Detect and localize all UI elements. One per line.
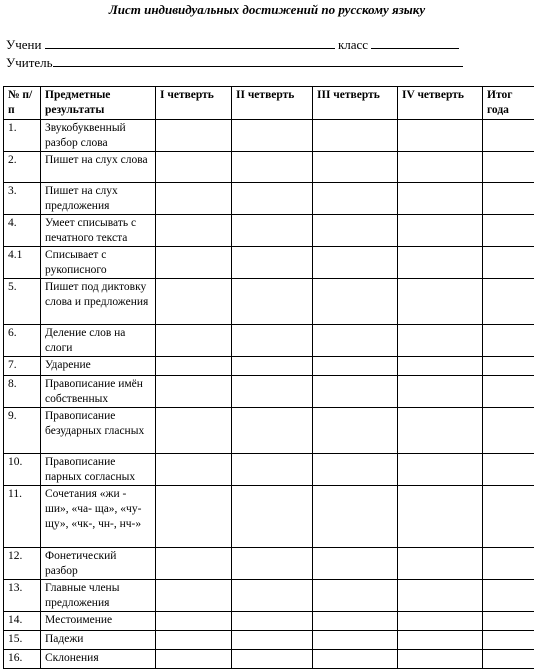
row-number: 11. <box>4 486 41 548</box>
cell-q1[interactable] <box>156 408 232 454</box>
page-title: Лист индивидуальных достижений по русскому языку <box>0 2 534 18</box>
table-row <box>4 120 534 152</box>
class-label: класс <box>338 37 368 52</box>
row-result: Умеет списывать с печатного текста <box>41 215 156 247</box>
cell-q1[interactable] <box>156 120 232 152</box>
cell-q4[interactable] <box>398 454 483 486</box>
cell-q4[interactable] <box>398 279 483 325</box>
cell-q3[interactable] <box>313 486 398 548</box>
cell-q2[interactable] <box>232 215 313 247</box>
row-number: 10. <box>4 454 41 486</box>
cell-q3[interactable] <box>313 631 398 650</box>
row-result: Списывает с рукописного <box>41 247 156 279</box>
student-label: Учени <box>6 37 41 52</box>
cell-q3[interactable] <box>313 357 398 376</box>
cell-q2[interactable] <box>232 548 313 580</box>
row-result: Фонетический разбор <box>41 548 156 580</box>
cell-q3[interactable] <box>313 279 398 325</box>
cell-year[interactable] <box>483 215 534 247</box>
cell-year[interactable] <box>483 376 534 408</box>
cell-year[interactable] <box>483 408 534 454</box>
cell-q2[interactable] <box>232 631 313 650</box>
cell-year[interactable] <box>483 486 534 548</box>
cell-q4[interactable] <box>398 548 483 580</box>
row-result: Местоимение <box>41 612 156 631</box>
header-q2: II четверть <box>232 87 313 120</box>
row-number: 12. <box>4 548 41 580</box>
teacher-field-row <box>6 54 463 71</box>
row-result: Ударение <box>41 357 156 376</box>
table-row <box>4 631 534 650</box>
cell-q1[interactable] <box>156 183 232 215</box>
cell-q3[interactable] <box>313 548 398 580</box>
header-q3: III четверть <box>313 87 398 120</box>
cell-year[interactable] <box>483 650 534 669</box>
table-row <box>4 357 534 376</box>
table-header-row <box>4 87 534 120</box>
cell-q2[interactable] <box>232 183 313 215</box>
cell-q2[interactable] <box>232 454 313 486</box>
cell-year[interactable] <box>483 279 534 325</box>
header-q4: IV четверть <box>398 87 483 120</box>
row-number: 15. <box>4 631 41 650</box>
cell-q4[interactable] <box>398 215 483 247</box>
table-row <box>4 486 534 548</box>
table-row <box>4 376 534 408</box>
cell-q1[interactable] <box>156 325 232 357</box>
cell-q3[interactable] <box>313 454 398 486</box>
table-row <box>4 408 534 454</box>
row-number: 5. <box>4 279 41 325</box>
cell-q4[interactable] <box>398 580 483 612</box>
table-row <box>4 325 534 357</box>
row-result: Пишет под диктовку слова и предложения <box>41 279 156 325</box>
cell-q1[interactable] <box>156 152 232 183</box>
cell-year[interactable] <box>483 631 534 650</box>
cell-q3[interactable] <box>313 152 398 183</box>
cell-q4[interactable] <box>398 631 483 650</box>
cell-q1[interactable] <box>156 215 232 247</box>
cell-year[interactable] <box>483 152 534 183</box>
cell-q2[interactable] <box>232 279 313 325</box>
cell-q3[interactable] <box>313 183 398 215</box>
cell-q1[interactable] <box>156 357 232 376</box>
row-number: 3. <box>4 183 41 215</box>
row-number: 6. <box>4 325 41 357</box>
cell-q4[interactable] <box>398 183 483 215</box>
row-result: Правописание имён собственных <box>41 376 156 408</box>
row-number: 8. <box>4 376 41 408</box>
cell-q3[interactable] <box>313 376 398 408</box>
cell-q3[interactable] <box>313 612 398 631</box>
cell-q2[interactable] <box>232 152 313 183</box>
cell-q4[interactable] <box>398 120 483 152</box>
cell-q1[interactable] <box>156 454 232 486</box>
row-number: 4.1 <box>4 247 41 279</box>
cell-q2[interactable] <box>232 486 313 548</box>
cell-q3[interactable] <box>313 120 398 152</box>
student-field-row <box>6 36 459 53</box>
cell-q4[interactable] <box>398 650 483 669</box>
cell-year[interactable] <box>483 548 534 580</box>
table-row <box>4 152 534 183</box>
cell-q1[interactable] <box>156 486 232 548</box>
row-number: 1. <box>4 120 41 152</box>
cell-year[interactable] <box>483 120 534 152</box>
achievements-table <box>3 86 534 669</box>
cell-q4[interactable] <box>398 486 483 548</box>
row-number: 4. <box>4 215 41 247</box>
row-number: 16. <box>4 650 41 669</box>
cell-q2[interactable] <box>232 325 313 357</box>
cell-year[interactable] <box>483 454 534 486</box>
header-year: Итог года <box>483 87 534 120</box>
row-result: Пишет на слух предложения <box>41 183 156 215</box>
cell-q4[interactable] <box>398 325 483 357</box>
teacher-label: Учитель <box>6 55 53 70</box>
cell-year[interactable] <box>483 612 534 631</box>
cell-year[interactable] <box>483 183 534 215</box>
table-row <box>4 215 534 247</box>
cell-q2[interactable] <box>232 376 313 408</box>
cell-q4[interactable] <box>398 152 483 183</box>
cell-q2[interactable] <box>232 357 313 376</box>
cell-year[interactable] <box>483 580 534 612</box>
header-q1: I четверть <box>156 87 232 120</box>
cell-year[interactable] <box>483 357 534 376</box>
cell-q1[interactable] <box>156 548 232 580</box>
table-row <box>4 612 534 631</box>
cell-q1[interactable] <box>156 376 232 408</box>
row-result: Главные члены предложения <box>41 580 156 612</box>
table-row <box>4 548 534 580</box>
cell-year[interactable] <box>483 247 534 279</box>
cell-q1[interactable] <box>156 247 232 279</box>
row-number: 14. <box>4 612 41 631</box>
cell-q1[interactable] <box>156 650 232 669</box>
cell-q2[interactable] <box>232 408 313 454</box>
table-body <box>4 120 534 669</box>
cell-q3[interactable] <box>313 247 398 279</box>
row-result: Правописание безударных гласных <box>41 408 156 454</box>
row-result: Склонения <box>41 650 156 669</box>
table-row <box>4 650 534 669</box>
cell-year[interactable] <box>483 325 534 357</box>
cell-q3[interactable] <box>313 580 398 612</box>
cell-q2[interactable] <box>232 650 313 669</box>
row-result: Деление слов на слоги <box>41 325 156 357</box>
cell-q4[interactable] <box>398 247 483 279</box>
row-number: 13. <box>4 580 41 612</box>
cell-q1[interactable] <box>156 612 232 631</box>
header-result: Предметные результаты <box>41 87 156 120</box>
row-result: Правописание парных согласных <box>41 454 156 486</box>
header-num: № п/п <box>4 87 41 120</box>
row-result: Падежи <box>41 631 156 650</box>
cell-q2[interactable] <box>232 247 313 279</box>
cell-q3[interactable] <box>313 325 398 357</box>
cell-q3[interactable] <box>313 650 398 669</box>
cell-q4[interactable] <box>398 612 483 631</box>
row-number: 7. <box>4 357 41 376</box>
student-name-field[interactable] <box>45 36 335 49</box>
table-row <box>4 183 534 215</box>
cell-q1[interactable] <box>156 279 232 325</box>
cell-q3[interactable] <box>313 215 398 247</box>
row-result: Сочетания «жи - ши», «ча- ща», «чу- щу», «чк-, чн-, нч-» <box>41 486 156 548</box>
teacher-name-field[interactable] <box>53 54 463 67</box>
row-result: Пишет на слух слова <box>41 152 156 183</box>
table-row <box>4 580 534 612</box>
cell-q1[interactable] <box>156 580 232 612</box>
row-result: Звукобуквенный разбор слова <box>41 120 156 152</box>
table-row <box>4 279 534 325</box>
cell-q3[interactable] <box>313 408 398 454</box>
cell-q2[interactable] <box>232 580 313 612</box>
cell-q4[interactable] <box>398 376 483 408</box>
cell-q2[interactable] <box>232 120 313 152</box>
table-row <box>4 454 534 486</box>
class-field[interactable] <box>371 36 459 49</box>
cell-q1[interactable] <box>156 631 232 650</box>
cell-q2[interactable] <box>232 612 313 631</box>
row-number: 2. <box>4 152 41 183</box>
cell-q4[interactable] <box>398 357 483 376</box>
cell-q4[interactable] <box>398 408 483 454</box>
table-row <box>4 247 534 279</box>
row-number: 9. <box>4 408 41 454</box>
